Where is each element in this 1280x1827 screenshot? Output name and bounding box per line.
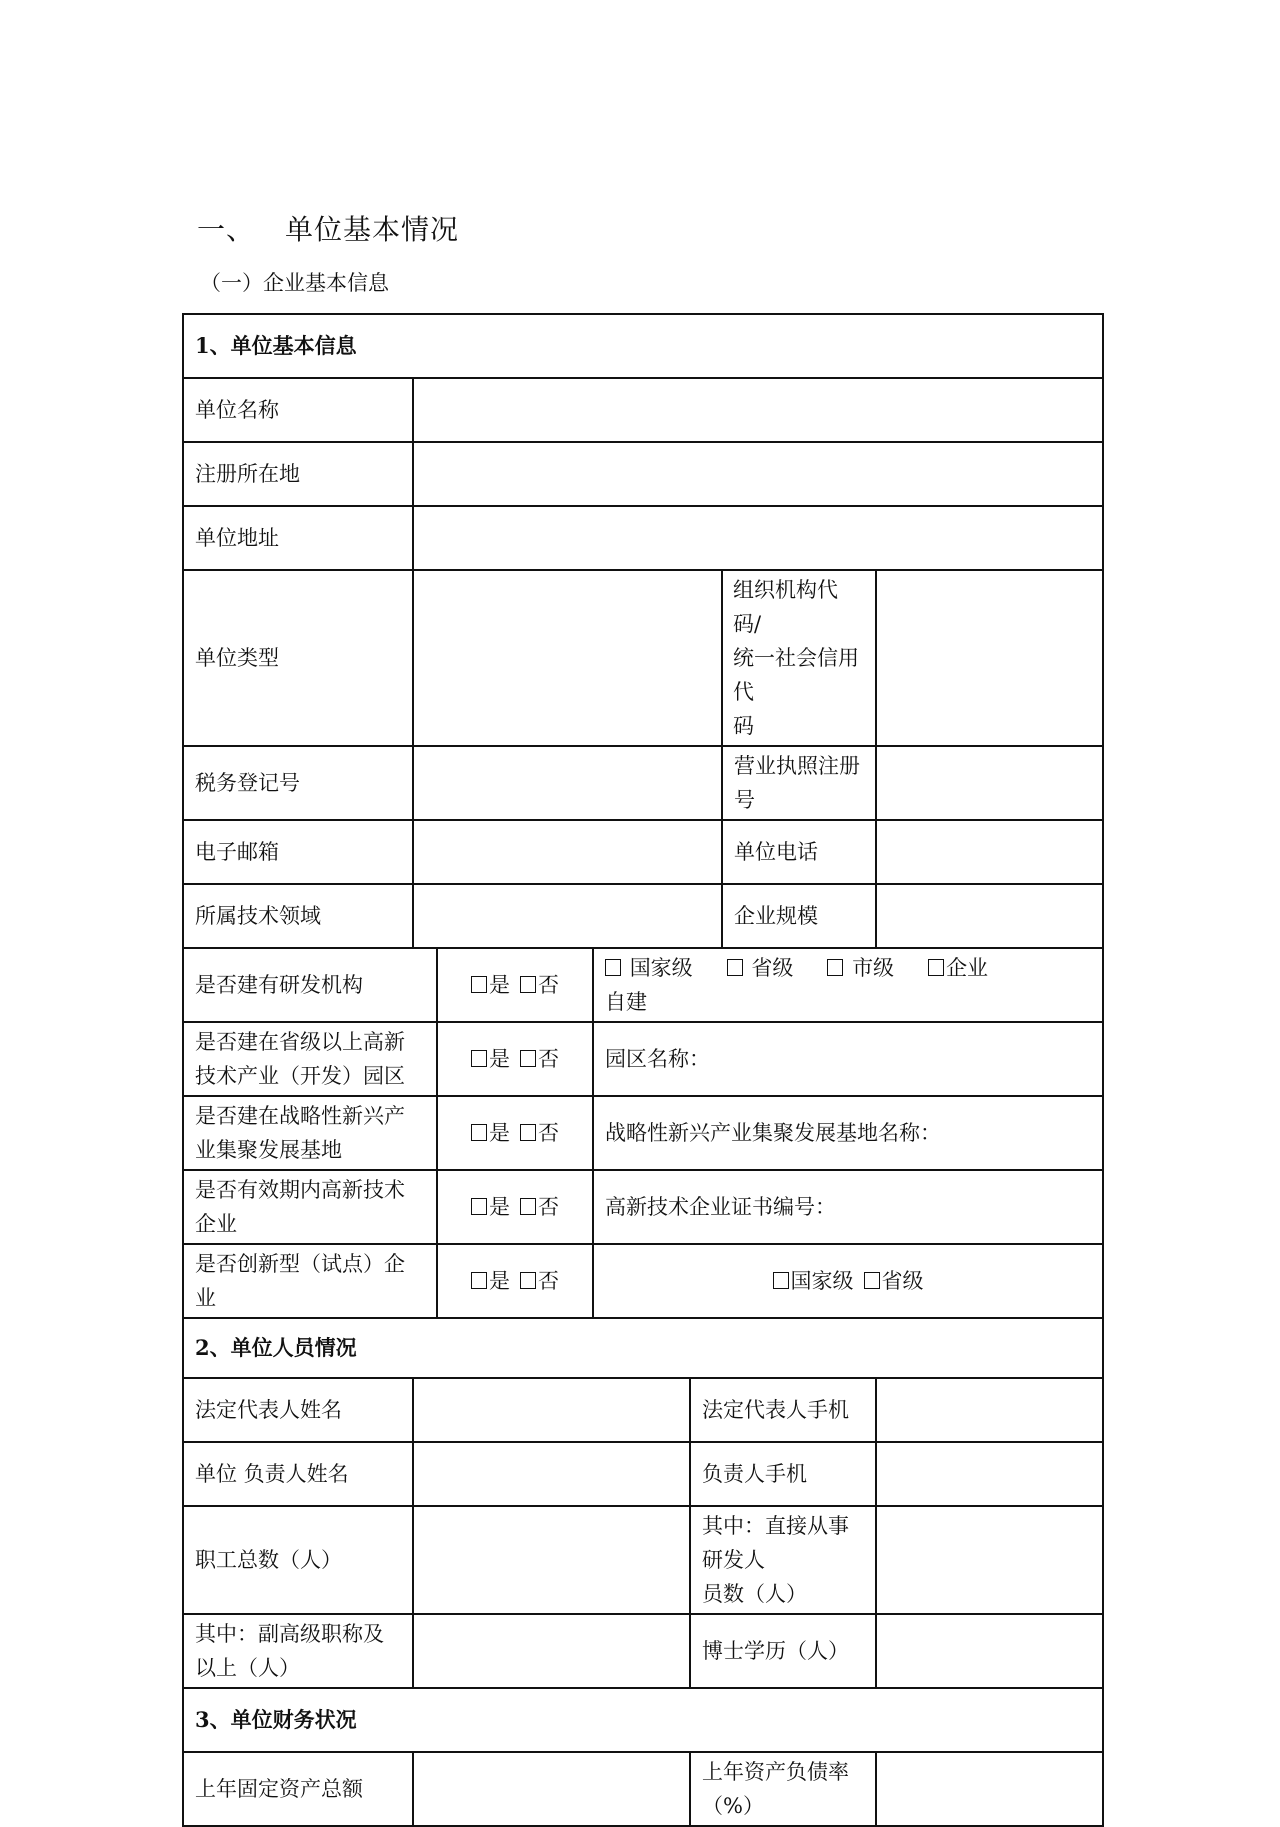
label-biz-license: 营业执照注册号 (722, 746, 876, 820)
label-unit-address: 单位地址 (183, 506, 413, 570)
label-legal-phone: 法定代表人手机 (690, 1378, 876, 1442)
label-reg-location: 注册所在地 (183, 442, 413, 506)
no-label: 否 (538, 1269, 559, 1293)
label-org-code (722, 570, 876, 746)
heading-title: 单位基本情况 (285, 213, 460, 246)
label-unit-type: 单位类型 (183, 570, 413, 746)
label-head-name: 单位 负责人姓名 (183, 1442, 413, 1506)
field-head-phone[interactable] (876, 1442, 1103, 1506)
label-debt-ratio: 上年资产负债率（%） (690, 1752, 876, 1826)
checkbox-icon[interactable] (773, 1272, 789, 1289)
field-rd-staff[interactable] (876, 1506, 1103, 1614)
checkbox-icon[interactable] (520, 1050, 536, 1067)
yes-label: 是 (489, 1047, 510, 1071)
field-email[interactable] (413, 820, 722, 884)
checkbox-icon[interactable] (520, 1272, 536, 1289)
no-label: 否 (538, 1047, 559, 1071)
heading-number: 一、 (197, 213, 256, 246)
checkbox-icon[interactable] (727, 959, 743, 976)
checkbox-icon[interactable] (827, 959, 843, 976)
label-base (183, 1096, 437, 1170)
field-unit-address[interactable] (413, 506, 1103, 570)
park-name[interactable]: 园区名称： (593, 1022, 1103, 1096)
no-label: 否 (538, 973, 559, 997)
field-unit-name[interactable] (413, 378, 1103, 442)
checkbox-icon[interactable] (520, 1124, 536, 1141)
field-senior-title[interactable] (413, 1614, 690, 1688)
field-biz-license[interactable] (876, 746, 1103, 820)
base-yes-no (437, 1096, 593, 1170)
checkbox-icon[interactable] (471, 1050, 487, 1067)
label-rd-staff-line2: 员数（人） (702, 1582, 807, 1606)
label-innovative (183, 1244, 437, 1318)
rd-yes-no (437, 948, 593, 1022)
field-staff-total[interactable] (413, 1506, 690, 1614)
label-tech-field: 所属技术领域 (183, 884, 413, 948)
hitech-cert[interactable]: 高新技术企业证书编号： (593, 1170, 1103, 1244)
section-title-staff: 2、单位人员情况 (183, 1318, 1103, 1378)
field-debt-ratio[interactable] (876, 1752, 1103, 1826)
checkbox-icon[interactable] (471, 1198, 487, 1215)
checkbox-icon[interactable] (520, 976, 536, 993)
section-title-finance: 3、单位财务状况 (183, 1688, 1103, 1752)
yes-label: 是 (489, 1121, 510, 1145)
field-reg-location[interactable] (413, 442, 1103, 506)
label-hitech-line1: 是否有效期内高新技术 (195, 1178, 405, 1202)
checkbox-icon[interactable] (928, 959, 944, 976)
level-enterprise-tail: 自建 (605, 990, 647, 1014)
checkbox-icon[interactable] (864, 1272, 880, 1289)
level-national: 国家级 (629, 956, 693, 980)
yes-label: 是 (489, 1269, 510, 1293)
section-heading (197, 208, 459, 248)
label-rd-org: 是否建有研发机构 (183, 948, 437, 1022)
label-rd-staff-line1: 其中：直接从事研发人 (702, 1514, 849, 1572)
level-city: 市级 (852, 956, 895, 980)
label-email: 电子邮箱 (183, 820, 413, 884)
label-org-code-line2: 统一社会信用代 (733, 646, 859, 704)
field-org-code[interactable] (876, 570, 1103, 746)
label-innovative-line2: 业 (195, 1286, 216, 1310)
label-senior-title (183, 1614, 413, 1688)
level-enterprise: 企业 (946, 956, 989, 980)
no-label: 否 (538, 1121, 559, 1145)
label-head-phone: 负责人手机 (690, 1442, 876, 1506)
base-name[interactable]: 战略性新兴产业集聚发展基地名称： (593, 1096, 1103, 1170)
field-legal-phone[interactable] (876, 1378, 1103, 1442)
sub-heading: （一）企业基本信息 (200, 271, 389, 295)
label-rd-staff (690, 1506, 876, 1614)
label-org-code-line3: 码 (733, 714, 754, 738)
label-base-line2: 业集聚发展基地 (195, 1138, 342, 1162)
checkbox-icon[interactable] (471, 1272, 487, 1289)
label-hitech (183, 1170, 437, 1244)
label-hitech-line2: 企业 (195, 1212, 237, 1236)
yes-label: 是 (489, 973, 510, 997)
label-innovative-line1: 是否创新型（试点）企 (195, 1252, 405, 1276)
field-unit-type[interactable] (413, 570, 722, 746)
field-tax-reg[interactable] (413, 746, 722, 820)
innovative-levels (593, 1244, 1103, 1318)
no-label: 否 (538, 1195, 559, 1219)
field-unit-phone[interactable] (876, 820, 1103, 884)
enterprise-info-form (182, 313, 1104, 1827)
field-ent-scale[interactable] (876, 884, 1103, 948)
label-senior-line2: 以上（人） (195, 1656, 300, 1680)
label-unit-phone: 单位电话 (722, 820, 876, 884)
level-national: 国家级 (790, 1269, 854, 1293)
label-org-code-line1: 组织机构代码/ (733, 578, 838, 636)
section-title-basic: 1、单位基本信息 (183, 314, 1103, 378)
park-yes-no (437, 1022, 593, 1096)
label-legal-rep: 法定代表人姓名 (183, 1378, 413, 1442)
label-unit-name: 单位名称 (183, 378, 413, 442)
field-head-name[interactable] (413, 1442, 690, 1506)
label-senior-line1: 其中：副高级职称及 (195, 1622, 384, 1646)
label-base-line1: 是否建在战略性新兴产 (195, 1104, 405, 1128)
level-provincial: 省级 (881, 1269, 924, 1293)
label-park-line2: 技术产业（开发）园区 (195, 1064, 405, 1088)
label-tax-reg: 税务登记号 (183, 746, 413, 820)
label-park (183, 1022, 437, 1096)
innovative-yes-no (437, 1244, 593, 1318)
field-legal-rep[interactable] (413, 1378, 690, 1442)
label-staff-total: 职工总数（人） (183, 1506, 413, 1614)
checkbox-icon[interactable] (520, 1198, 536, 1215)
rd-levels (593, 948, 1103, 1022)
field-phd[interactable] (876, 1614, 1103, 1688)
label-phd: 博士学历（人） (690, 1614, 876, 1688)
checkbox-icon[interactable] (471, 976, 487, 993)
field-fixed-assets[interactable] (413, 1752, 690, 1826)
level-provincial: 省级 (751, 956, 794, 980)
field-tech-field[interactable] (413, 884, 722, 948)
label-fixed-assets: 上年固定资产总额 (183, 1752, 413, 1826)
checkbox-icon[interactable] (605, 959, 621, 976)
checkbox-icon[interactable] (471, 1124, 487, 1141)
yes-label: 是 (489, 1195, 510, 1219)
label-park-line1: 是否建在省级以上高新 (195, 1030, 405, 1054)
label-ent-scale: 企业规模 (722, 884, 876, 948)
hitech-yes-no (437, 1170, 593, 1244)
